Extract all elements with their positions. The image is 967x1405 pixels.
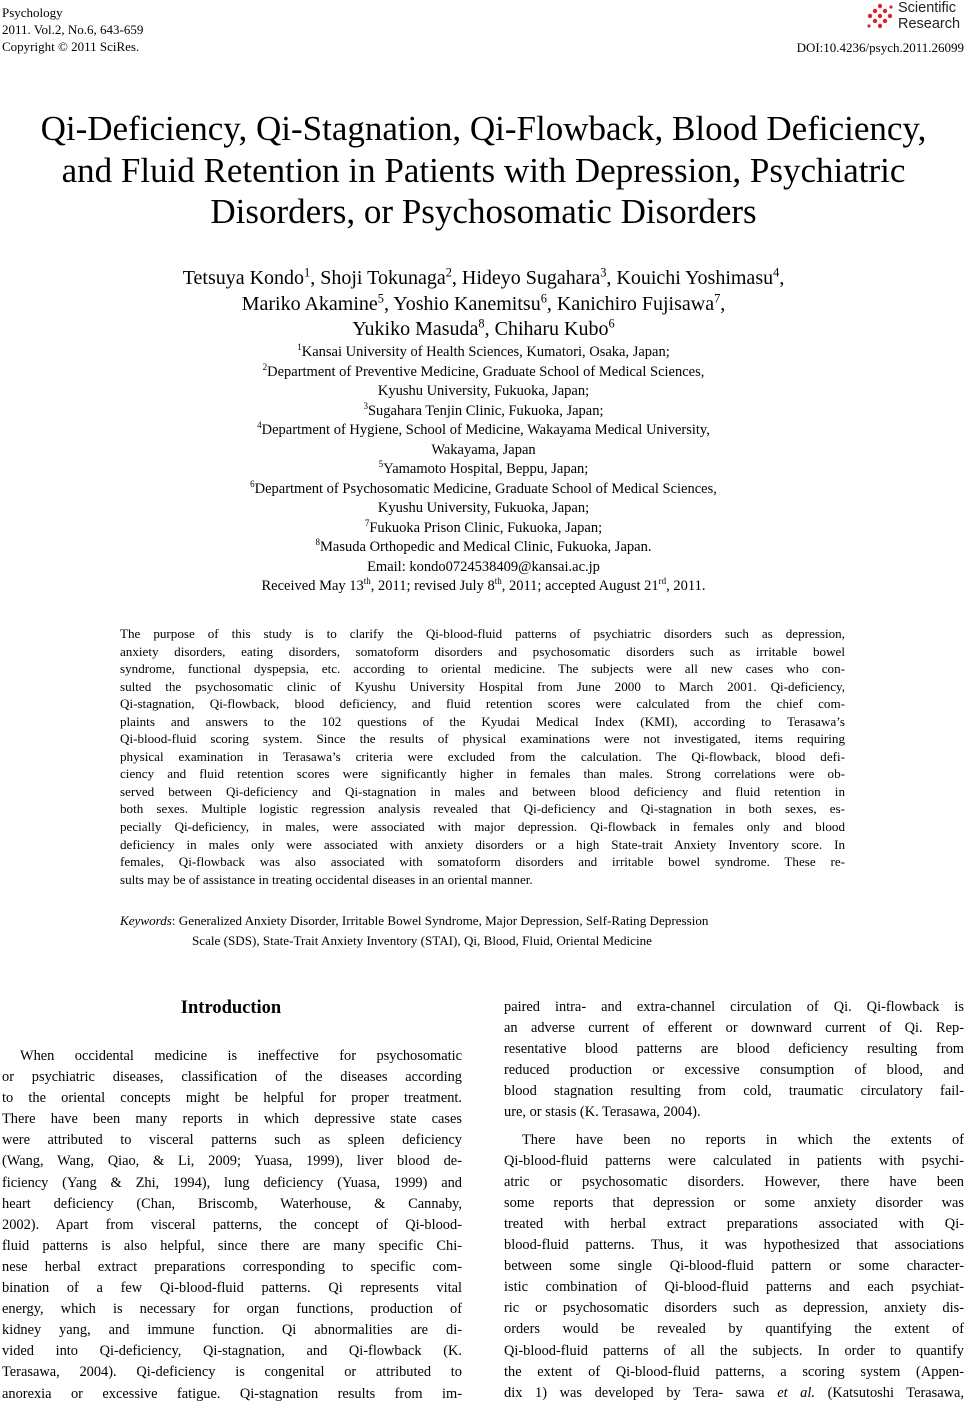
body-line: between some single Qi-blood-fluid pattern or some character- [504, 1258, 964, 1275]
body-line: blood stagnation resulting from cold, traumatic circulatory fail- [504, 1083, 964, 1100]
author-name: Kouichi Yoshimasu [616, 267, 774, 289]
body-line: There have been no reports in which the extents of [522, 1131, 964, 1148]
title-line: Qi-Deficiency, Qi-Stagnation, Qi-Flowback, Blood Deficiency, [40, 109, 927, 148]
logo-text: Scientific Research [898, 0, 961, 32]
paper-title [0, 108, 967, 233]
body-line: blood-fluid patterns. Thus, it was hypothesized that associations [504, 1237, 964, 1254]
body-line: bination of a few Qi-blood-fluid patterns. Qi represents vital [2, 1280, 462, 1297]
abstract-line: pecially Qi-deficiency, in males, were associated with major depression. Qi-flowback in females only and blood [120, 819, 845, 835]
body-line: fluid patterns is also helpful, since there are many specific Chi- [2, 1237, 462, 1254]
author-list [0, 266, 967, 343]
body-line: Qi-blood-fluid patterns of all the subjects. In order to quantify [504, 1342, 964, 1359]
affiliation: Kyushu University, Fukuoka, Japan; [377, 383, 590, 399]
abstract-line: syndrome, functional dyspepsia, etc. according to oriental medicine. The subjects were all new cases who con- [120, 661, 845, 677]
affiliation: $^2$Department of Preventive Medicine, Graduate School of Medical Sciences, [262, 361, 705, 380]
body-line: istic combination of Qi-blood-fluid patterns and each psychiat- [504, 1279, 964, 1296]
body-line: treated with herbal extract preparations associated with Qi- [504, 1215, 964, 1232]
body-line: energy, which is necessary for organ functions, production of [2, 1301, 462, 1318]
body-line: resentative blood patterns are blood deficiency resulting from [504, 1041, 964, 1058]
author-line: Mariko Akamine$^5$, Yoshio Kanemitsu$^6$, Kanichiro Fujisawa$^7$, [241, 290, 726, 315]
body-line: nese herbal extract preparations corresponding to specific com- [2, 1258, 462, 1275]
body-line: (Wang, Wang, Qiao, & Li, 2009; Yuasa, 1999), liver blood de- [2, 1153, 462, 1170]
body-line: ric or psychosomatic disorders such as depression, anxiety dis- [504, 1300, 964, 1317]
body-line: There have been many reports in which depressive state cases [2, 1111, 462, 1128]
body-column-left [2, 1046, 462, 1405]
abstract-line: Qi-blood-fluid scoring system. Since the results of physical examinations were not investigated, items requiring [120, 731, 845, 747]
author-name: Hideyo Sugahara [461, 267, 601, 289]
body-line: or psychiatric diseases, classification of the diseases according [2, 1069, 462, 1086]
affiliation: Kyushu University, Fukuoka, Japan; [377, 500, 590, 516]
journal-name: Psychology [2, 5, 63, 20]
volume-info: 2011. Vol.2, No.6, 643-659 [2, 22, 144, 37]
affiliation: $^3$Sugahara Tenjin Clinic, Fukuoka, Japan; [363, 400, 604, 419]
section-heading-introduction: Introduction [180, 998, 282, 1018]
abstract-line: served between Qi-deficiency and Qi-stagnation in males and between blood deficiency and fluid retention in [120, 783, 845, 799]
body-column-right [504, 997, 964, 1404]
copyright: Copyright © 2011 SciRes. [2, 39, 140, 54]
abstract-line: females, Qi-flowback was also associated with somatoform disorders and irritable bowel syndrome. These re- [120, 854, 845, 870]
body-line: paired intra- and extra-channel circulation of Qi. Qi-flowback is [504, 999, 964, 1015]
affiliation: Wakayama, Japan [431, 441, 536, 458]
abstract-line: physical examination in Terasawa’s criteria were excluded from the calculation. The Qi-flowback, blood defi- [120, 748, 845, 764]
body-line: some reports that depression or some anxiety disorder was [504, 1194, 964, 1211]
body-line: were attributed to visceral patterns such as spleen deficiency [2, 1132, 462, 1149]
title-line: and Fluid Retention in Patients with Depression, Psychiatric [61, 150, 906, 190]
doi[interactable]: DOI:10.4236/psych.2011.26099 [796, 40, 964, 55]
author-name: Shoji Tokunaga [320, 267, 446, 289]
body-line: the extent of Qi-blood-fluid patterns, a scoring system (Appen- [504, 1363, 964, 1380]
abstract-line: sulted the psychosomatic clinic of Kyushu University Hospital from June 2000 to March 2001. Qi-deficiency, [120, 678, 845, 694]
affiliation: $^1$Kansai University of Health Sciences, Kumatori, Osaka, Japan; [297, 342, 670, 360]
author-line: Tetsuya Kondo$^1$, Shoji Tokunaga$^2$, Hideyo Sugahara$^3$, Kouichi Yoshimasu$^4$, [182, 265, 785, 289]
scientific-research-dots-logo-icon [865, 2, 895, 32]
affiliation-list [0, 343, 967, 597]
received-dates: Received May 13th, 2011; revised July 8th, 2011; accepted August 21rd, 2011. [261, 576, 706, 594]
body-line: to the oriental concepts might be helpful for proper treatment. [2, 1090, 462, 1107]
body-line: kidney yang, and immune function. Qi abnormalities are di- [2, 1322, 462, 1339]
body-line: reduced production or excessive consumption of blood, and [504, 1062, 964, 1079]
body-line: an adverse current of efferent or downward current of Qi. Rep- [504, 1020, 964, 1037]
body-line: orders would be revealed by quantifying the extent of [504, 1321, 964, 1338]
body-line: 2002). Apart from visceral patterns, the concept of Qi-blood- [2, 1216, 462, 1233]
keywords [120, 911, 845, 951]
body-line: Terasawa, 2004). Qi-deficiency is congenital or attributed to [2, 1364, 462, 1381]
body-line: When occidental medicine is ineffective for psychosomatic [20, 1048, 462, 1064]
body-line: heart deficiency (Chan, Briscomb, Waterhouse, & Cannaby, [2, 1195, 462, 1212]
body-line: ure, or stasis (K. Terasawa, 2004). [504, 1104, 701, 1121]
keywords-label: Keywords [120, 913, 172, 928]
affiliation: $^8$Masuda Orthopedic and Medical Clinic, Fukuoka, Japan. [315, 537, 652, 555]
abstract-line: ciency and fluid retention scores were significantly higher in females than males. Strong correlations were ob- [120, 766, 845, 782]
affiliation: $^7$Fukuoka Prison Clinic, Fukuoka, Japan; [364, 517, 603, 536]
abstract-line: The purpose of this study is to clarify the Qi-blood-fluid patterns of psychiatric disorders such as depression, [120, 626, 845, 641]
abstract-line: anxiety disorders, eating disorders, somatoform disorders and psychosomatic disorders such as irritable bowel [120, 643, 845, 659]
scientific-research-logo[interactable] [865, 0, 965, 34]
abstract-line: plaints and answers to the 102 questions of the Kyudai Medical Index (KMI), according to Terasawa’s [120, 713, 845, 729]
body-line: ficiency (Yang & Zhi, 1994), lung deficiency (Yuasa, 1999) and [2, 1174, 462, 1191]
title-line: Disorders, or Psychosomatic Disorders [210, 192, 757, 231]
body-line: atric or psychosomatic disorders. However, there have been [504, 1173, 964, 1190]
keywords-line: Scale (SDS), State-Trait Anxiety Inventory (STAI), Qi, Blood, Fluid, Oriental Medicine [192, 933, 652, 948]
author-name: Chiharu Kubo [494, 318, 609, 340]
journal-header [2, 4, 143, 55]
keywords-line: Keywords: Generalized Anxiety Disorder, Irritable Bowel Syndrome, Major Depression, Self-Rating Depression [120, 913, 709, 928]
abstract-line: deficiency in males only were associated with anxiety disorders or a high State-trait Anxiety Inventory score. In [120, 836, 845, 852]
body-line: anorexia or excessive fatigue. Qi-stagnation results from im- [2, 1385, 462, 1402]
author-name: Mariko Akamine [241, 292, 378, 315]
affiliation: $^4$Department of Hygiene, School of Medicine, Wakayama Medical University, [257, 420, 710, 438]
body-line: vided into Qi-deficiency, Qi-stagnation, and Qi-flowback (K. [2, 1343, 462, 1360]
author-name: Tetsuya Kondo [182, 267, 305, 289]
author-name: Yukiko Masuda [352, 318, 479, 340]
author-name: Yoshio Kanemitsu [393, 292, 541, 315]
abstract-line: Qi-stagnation, Qi-flowback, blood deficiency, and fluid retention scores were calculated from the chief com- [120, 696, 845, 712]
email-link[interactable]: Email: kondo0724538409@kansai.ac.jp [367, 558, 600, 575]
body-line: Qi-blood-fluid patterns were calculated in patients with psychi- [504, 1152, 964, 1169]
affiliation: $^6$Department of Psychosomatic Medicine, Graduate School of Medical Sciences, [250, 478, 717, 497]
abstract [120, 625, 845, 888]
abstract-line: sults may be of assistance in treating occidental diseases in an oriental manner. [120, 871, 533, 887]
author-name: Kanichiro Fujisawa [556, 292, 715, 315]
author-line: Yukiko Masuda$^8$, Chiharu Kubo$^6$ [352, 316, 615, 340]
body-line: dix 1) was developed by Tera- sawa et al. (Katsutoshi Terasawa, [504, 1384, 965, 1401]
abstract-line: both sexes. Multiple logistic regression analysis revealed that Qi-deficiency and Qi-stagnation in both sexes, es- [120, 801, 845, 817]
affiliation: $^5$Yamamoto Hospital, Beppu, Japan; [378, 459, 589, 477]
